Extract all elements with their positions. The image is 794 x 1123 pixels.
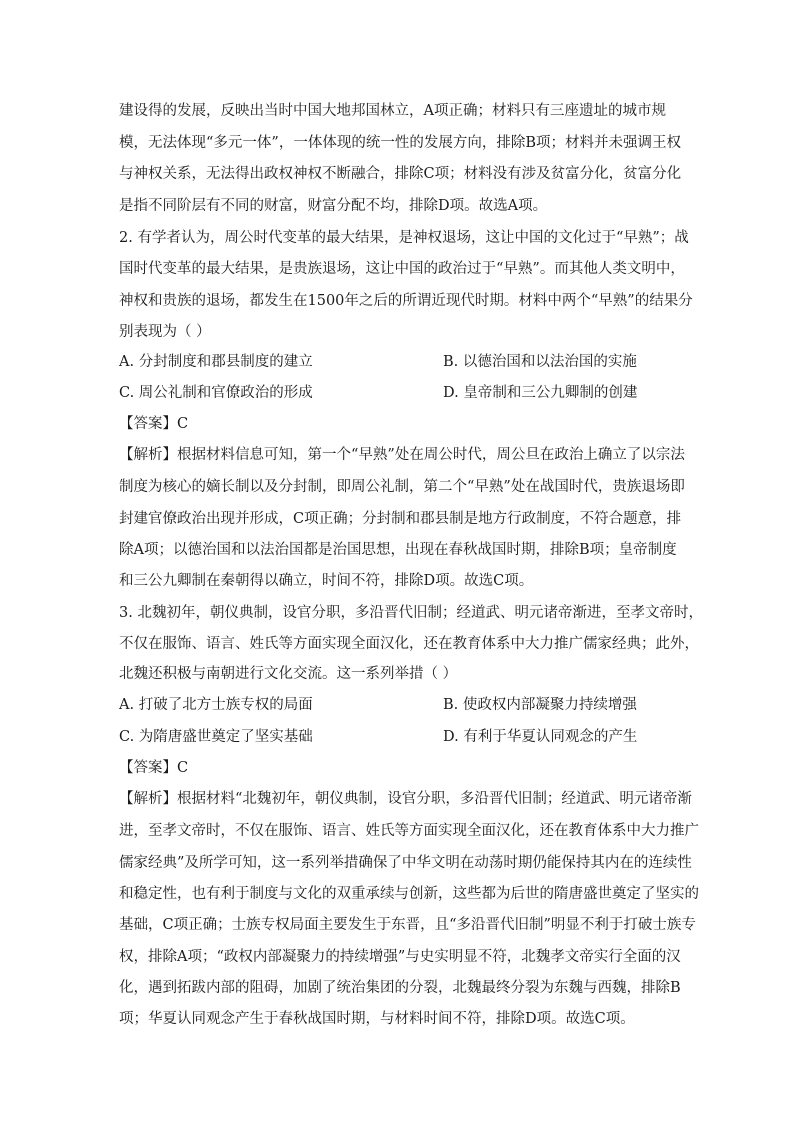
q3-stem-line-1: 3. 北魏初年，朝仪典制，设官分职，多沿晋代旧制；经道武、明元诸帝渐进，至孝文帝时，	[119, 605, 703, 621]
q3-analysis-line-1: 【解析】根据材料“北魏初年，朝仪典制，设官分职，多沿晋代旧制；经道武、明元诸帝渐	[119, 791, 692, 807]
q3-analysis-line-8: 项；华夏认同观念产生于春秋战国时期，与材料时间不符，排除D项。故选C项。	[119, 1011, 635, 1027]
q3-analysis-line-4: 和稳定性，也有利于制度与文化的双重承续与创新，这些都为后世的隋唐盛世奠定了坚实的	[119, 886, 699, 902]
q3-option-c: C. 为隋唐盛世奠定了坚实基础	[119, 729, 313, 745]
q3-option-b: B. 使政权内部凝聚力持续增强	[443, 697, 637, 713]
q3-stem-line-3: 北魏还积极与南朝进行文化交流。这一系列举措（ ）	[119, 666, 458, 682]
q3-option-d: D. 有利于华夏认同观念的产生	[443, 729, 638, 745]
q3-option-a: A. 打破了北方士族专权的局面	[119, 697, 313, 713]
q2-stem-line-4: 别表现为（ ）	[119, 324, 211, 340]
intro-line-2: 模，无法体现“多元一体”，一体体现的统一性的发展方向，排除B项；材料并未强调王权	[119, 135, 681, 151]
intro-line-3: 与神权关系，无法得出政权神权不断融合，排除C项；材料没有涉及贫富分化，贫富分化	[119, 166, 682, 182]
q2-analysis-line-5: 和三公九卿制在秦朝得以确立，时间不符，排除D项。故选C项。	[119, 573, 534, 589]
q2-option-c: C. 周公礼制和官僚政治的形成	[119, 385, 313, 401]
q2-analysis-line-3: 封建官僚政治出现并形成，C项正确；分封制和郡县制是地方行政制度，不符合题意，排	[119, 511, 682, 527]
q3-analysis-line-3: 儒家经典”及所学可知，这一系列举措确保了中华文明在动荡时期仍能保持其内在的连续性	[119, 855, 692, 871]
q2-option-a: A. 分封制度和郡县制度的建立	[119, 354, 313, 370]
q3-analysis-line-7: 化，遇到拓跋内部的阻碍，加剧了统治集团的分裂，北魏最终分裂为东魏与西魏，排除B	[119, 980, 681, 996]
q3-analysis-line-5: 基础，C项正确；士族专权局面主要发生于东晋，且“多沿晋代旧制”明显不利于打破士族专	[119, 917, 696, 933]
q3-analysis-line-6: 权，排除A项；“政权内部凝聚力的持续增强”与史实明显不符，北魏孝文帝实行全面的汉	[119, 949, 681, 965]
q3-answer: 【答案】C	[119, 760, 189, 776]
q3-stem-line-2: 不仅在服饰、语言、姓氏等方面实现全面汉化，还在教育体系中大力推广儒家经典；此外，	[119, 636, 699, 652]
intro-line-4: 是指不同阶层有不同的财富，财富分配不均，排除D项。故选A项。	[119, 198, 548, 214]
q3-analysis-line-2: 进，至孝文帝时，不仅在服饰、语言、姓氏等方面实现全面汉化，还在教育体系中大力推广	[119, 823, 699, 839]
q2-stem-line-3: 神权和贵族的退场，都发生在1500年之后的所谓近现代时期。材料中两个“早熟”的结果分	[119, 293, 693, 309]
q2-option-b: B. 以德治国和以法治国的实施	[443, 354, 637, 370]
q2-stem-line-1: 2. 有学者认为，周公时代变革的最大结果，是神权退场，这让中国的文化过于“早熟”；战	[119, 230, 689, 246]
q2-stem-line-2: 国时代变革的最大结果，是贵族退场，这让中国的政治过于“早熟”。而其他人类文明中，	[119, 261, 685, 277]
q2-analysis-line-4: 除A项；以德治国和以法治国都是治国思想，出现在春秋战国时期，排除B项；皇帝制度	[119, 542, 677, 558]
q2-analysis-line-2: 制度为核心的嫡长制以及分封制，即周公礼制，第二个“早熟”处在战国时代，贵族退场即	[119, 479, 685, 495]
q2-option-d: D. 皇帝制和三公九卿制的创建	[443, 385, 638, 401]
q2-answer: 【答案】C	[119, 416, 189, 432]
q2-analysis-line-1: 【解析】根据材料信息可知，第一个“早熟”处在周公时代，周公旦在政治上确立了以宗法	[119, 447, 685, 463]
intro-line-1: 建设得的发展，反映出当时中国大地邦国林立，A项正确；材料只有三座遗址的城市规	[119, 103, 666, 119]
